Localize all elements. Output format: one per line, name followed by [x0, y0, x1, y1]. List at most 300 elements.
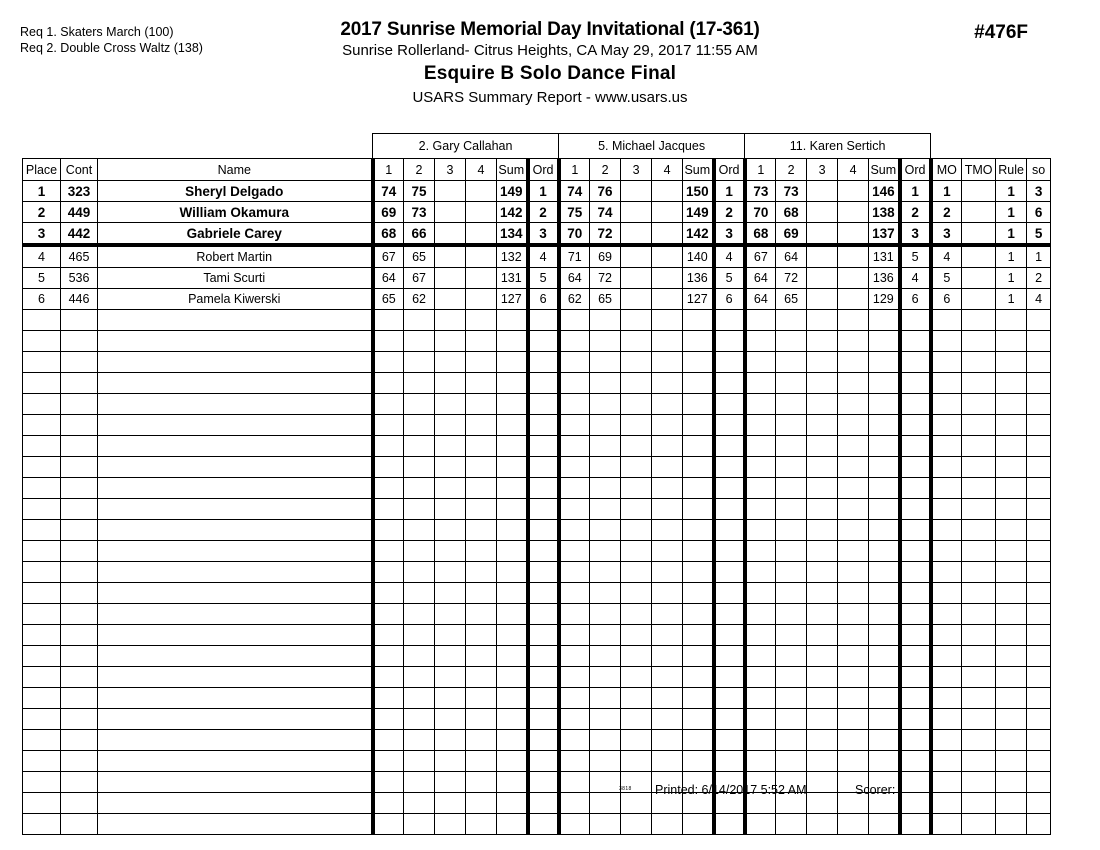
cell-judge2-dance4: [652, 268, 683, 289]
cell-judge1-ord: [528, 625, 559, 646]
cell-judge1-ord: [528, 352, 559, 373]
cell-judge2-ord: [714, 541, 745, 562]
cell-judge3-dance1: [745, 520, 776, 541]
cell-judge1-sum: [497, 352, 528, 373]
cell-judge2-sum: [683, 415, 714, 436]
cell-judge2-dance3: [621, 394, 652, 415]
cell-judge2-dance1: [559, 730, 590, 751]
cell-judge1-dance2: [404, 415, 435, 436]
cell-judge3-dance4: [838, 625, 869, 646]
cell-judge1-ord: [528, 688, 559, 709]
cell-judge2-dance4: [652, 625, 683, 646]
cell-judge2-dance2: [590, 310, 621, 331]
cell-judge3-dance3: [807, 709, 838, 730]
cell-so: 2: [1027, 268, 1051, 289]
cell-mo: [931, 499, 962, 520]
cell-so: [1027, 793, 1051, 814]
cell-judge1-dance3: [435, 310, 466, 331]
cell-judge3-dance3: [807, 310, 838, 331]
cell-judge1-sum: 127: [497, 289, 528, 310]
cell-judge3-sum: [869, 541, 900, 562]
cell-judge3-dance1: 68: [745, 223, 776, 246]
cell-judge3-dance2: [776, 541, 807, 562]
cell-judge2-dance4: [652, 709, 683, 730]
cell-judge2-ord: [714, 667, 745, 688]
header-rule: Rule: [996, 159, 1027, 181]
cell-judge2-dance4: [652, 394, 683, 415]
cell-judge3-dance1: [745, 394, 776, 415]
cell-judge3-dance4: [838, 751, 869, 772]
cell-judge2-dance2: [590, 814, 621, 835]
cell-judge2-ord: [714, 814, 745, 835]
cell-judge1-dance4: [466, 373, 497, 394]
cell-judge1-dance3: [435, 667, 466, 688]
cell-judge2-dance2: [590, 667, 621, 688]
cell-judge1-dance2: [404, 331, 435, 352]
cell-judge2-ord: [714, 457, 745, 478]
cell-rule: [996, 625, 1027, 646]
cell-judge3-dance1: [745, 709, 776, 730]
cell-rule: 1: [996, 181, 1027, 202]
cell-mo: [931, 604, 962, 625]
cell-judge1-dance3: [435, 289, 466, 310]
cell-judge1-sum: [497, 772, 528, 793]
cell-judge3-ord: [900, 541, 931, 562]
cell-judge1-ord: [528, 541, 559, 562]
table-row-blank: [23, 415, 1051, 436]
cell-judge3-dance3: [807, 541, 838, 562]
cell-name: [98, 415, 373, 436]
cell-judge1-dance1: 67: [373, 245, 404, 268]
cell-judge3-dance3: [807, 772, 838, 793]
cell-judge1-dance4: [466, 772, 497, 793]
cell-cont: [61, 730, 98, 751]
cell-judge1-dance3: [435, 373, 466, 394]
cell-cont: 536: [61, 268, 98, 289]
cell-judge1-dance4: [466, 245, 497, 268]
cell-judge1-dance2: 75: [404, 181, 435, 202]
cell-judge3-dance4: [838, 709, 869, 730]
cell-cont: [61, 436, 98, 457]
cell-place: [23, 604, 61, 625]
cell-mo: [931, 625, 962, 646]
cell-judge2-dance1: [559, 436, 590, 457]
cell-tmo: [962, 394, 996, 415]
cell-judge1-sum: [497, 793, 528, 814]
cell-judge1-sum: [497, 499, 528, 520]
cell-name: [98, 772, 373, 793]
cell-cont: [61, 772, 98, 793]
cell-judge1-dance4: [466, 541, 497, 562]
cell-judge1-dance3: [435, 478, 466, 499]
header-so: so: [1027, 159, 1051, 181]
cell-judge3-ord: [900, 310, 931, 331]
cell-judge1-dance3: [435, 436, 466, 457]
cell-place: 4: [23, 245, 61, 268]
cell-judge1-dance1: [373, 478, 404, 499]
cell-judge3-dance3: [807, 562, 838, 583]
cell-judge2-dance2: [590, 520, 621, 541]
cell-judge2-dance3: [621, 223, 652, 246]
cell-place: [23, 373, 61, 394]
cell-judge1-dance4: [466, 583, 497, 604]
cell-judge1-dance1: 68: [373, 223, 404, 246]
cell-judge1-dance1: 69: [373, 202, 404, 223]
cell-judge3-dance2: [776, 646, 807, 667]
cell-judge2-dance3: [621, 331, 652, 352]
cell-judge1-ord: 6: [528, 289, 559, 310]
cell-judge1-dance2: [404, 520, 435, 541]
cell-judge1-dance3: [435, 709, 466, 730]
scorer-label: Scorer:: [855, 783, 896, 797]
table-row-blank: [23, 499, 1051, 520]
cell-rule: [996, 751, 1027, 772]
cell-judge1-dance2: [404, 457, 435, 478]
cell-judge2-dance4: [652, 751, 683, 772]
judge-name-1: 2. Gary Callahan: [373, 134, 559, 159]
cell-judge1-dance2: [404, 541, 435, 562]
cell-tmo: [962, 667, 996, 688]
cell-mo: [931, 562, 962, 583]
cell-judge2-dance1: [559, 562, 590, 583]
cell-judge1-dance3: [435, 814, 466, 835]
cell-judge1-sum: [497, 625, 528, 646]
cell-mo: [931, 373, 962, 394]
cell-judge3-dance1: [745, 457, 776, 478]
cell-tmo: [962, 373, 996, 394]
cell-cont: [61, 583, 98, 604]
cell-mo: 6: [931, 289, 962, 310]
cell-cont: [61, 814, 98, 835]
cell-tmo: [962, 499, 996, 520]
cell-judge2-dance3: [621, 457, 652, 478]
cell-judge3-sum: [869, 814, 900, 835]
cell-name: [98, 436, 373, 457]
cell-mo: 5: [931, 268, 962, 289]
cell-cont: [61, 709, 98, 730]
cell-judge1-sum: [497, 541, 528, 562]
cell-judge1-dance3: [435, 331, 466, 352]
cell-place: [23, 541, 61, 562]
cell-judge2-dance3: [621, 604, 652, 625]
cell-judge3-ord: 1: [900, 181, 931, 202]
cell-so: [1027, 436, 1051, 457]
cell-judge2-sum: 136: [683, 268, 714, 289]
cell-mo: [931, 541, 962, 562]
cell-rule: [996, 583, 1027, 604]
cell-judge1-ord: [528, 520, 559, 541]
judge-banner-spacer-right: [931, 134, 1051, 159]
cell-cont: [61, 688, 98, 709]
cell-rule: 1: [996, 245, 1027, 268]
cell-judge2-sum: [683, 520, 714, 541]
cell-judge2-dance1: [559, 604, 590, 625]
cell-judge1-dance3: [435, 499, 466, 520]
cell-judge1-dance2: [404, 751, 435, 772]
cell-tmo: [962, 520, 996, 541]
cell-judge1-ord: [528, 646, 559, 667]
cell-judge2-dance4: [652, 646, 683, 667]
cell-name: [98, 604, 373, 625]
cell-judge1-ord: [528, 373, 559, 394]
cell-so: [1027, 373, 1051, 394]
cell-judge3-ord: [900, 373, 931, 394]
cell-judge1-dance4: [466, 499, 497, 520]
cell-judge1-dance4: [466, 688, 497, 709]
cell-judge1-dance3: [435, 394, 466, 415]
cell-place: [23, 814, 61, 835]
cell-judge2-dance2: [590, 604, 621, 625]
judge-name-3: 11. Karen Sertich: [745, 134, 931, 159]
cell-judge3-dance2: [776, 688, 807, 709]
cell-judge3-dance2: [776, 730, 807, 751]
cell-judge3-dance4: [838, 604, 869, 625]
header-judge1-ord: Ord: [528, 159, 559, 181]
cell-tmo: [962, 583, 996, 604]
cell-judge2-dance4: [652, 562, 683, 583]
cell-so: [1027, 688, 1051, 709]
cell-judge2-ord: [714, 583, 745, 604]
cell-tmo: [962, 730, 996, 751]
cell-place: [23, 352, 61, 373]
cell-judge3-dance1: [745, 814, 776, 835]
cell-so: [1027, 751, 1051, 772]
cell-judge2-dance1: [559, 541, 590, 562]
cell-judge3-dance2: [776, 331, 807, 352]
cell-name: [98, 583, 373, 604]
cell-rule: [996, 772, 1027, 793]
cell-cont: 323: [61, 181, 98, 202]
cell-judge1-dance4: [466, 730, 497, 751]
cell-judge2-dance2: [590, 457, 621, 478]
cell-judge1-sum: [497, 562, 528, 583]
cell-judge1-dance4: [466, 814, 497, 835]
cell-rule: [996, 520, 1027, 541]
cell-judge3-dance3: [807, 625, 838, 646]
cell-cont: [61, 478, 98, 499]
cell-judge2-ord: [714, 562, 745, 583]
table-row-blank: [23, 520, 1051, 541]
cell-judge3-dance1: [745, 625, 776, 646]
cell-name: [98, 730, 373, 751]
cell-judge1-dance4: [466, 520, 497, 541]
table-row-blank: [23, 625, 1051, 646]
cell-judge3-ord: [900, 415, 931, 436]
cell-judge3-dance1: [745, 646, 776, 667]
cell-judge2-ord: [714, 709, 745, 730]
cell-place: [23, 520, 61, 541]
cell-judge2-dance2: [590, 478, 621, 499]
cell-name: [98, 499, 373, 520]
cell-judge3-dance3: [807, 202, 838, 223]
cell-judge2-sum: [683, 625, 714, 646]
cell-judge3-dance1: [745, 583, 776, 604]
cell-judge3-dance4: [838, 520, 869, 541]
cell-judge1-ord: [528, 793, 559, 814]
table-row-blank: [23, 751, 1051, 772]
cell-mo: [931, 520, 962, 541]
cell-judge1-dance4: [466, 646, 497, 667]
cell-judge2-sum: [683, 562, 714, 583]
cell-so: [1027, 667, 1051, 688]
cell-judge1-dance1: [373, 730, 404, 751]
cell-judge1-ord: [528, 394, 559, 415]
cell-judge1-sum: 132: [497, 245, 528, 268]
table-row-blank: [23, 646, 1051, 667]
cell-judge2-ord: 5: [714, 268, 745, 289]
cell-judge3-sum: 131: [869, 245, 900, 268]
cell-judge3-sum: [869, 415, 900, 436]
cell-judge2-dance3: [621, 646, 652, 667]
cell-judge1-ord: [528, 478, 559, 499]
cell-judge1-dance1: [373, 415, 404, 436]
cell-judge1-dance3: [435, 202, 466, 223]
title-block: [0, 18, 1100, 109]
cell-judge2-dance4: [652, 415, 683, 436]
cell-place: [23, 583, 61, 604]
cell-judge2-dance2: [590, 499, 621, 520]
cell-cont: [61, 562, 98, 583]
cell-so: [1027, 709, 1051, 730]
header-judge1-dance4: 4: [466, 159, 497, 181]
cell-so: [1027, 730, 1051, 751]
cell-cont: 449: [61, 202, 98, 223]
cell-judge1-dance1: [373, 331, 404, 352]
cell-judge3-dance1: [745, 331, 776, 352]
cell-mo: 3: [931, 223, 962, 246]
cell-judge2-ord: [714, 730, 745, 751]
cell-name: Tami Scurti: [98, 268, 373, 289]
table-row: [23, 181, 1051, 202]
cell-name: [98, 751, 373, 772]
cell-judge3-sum: [869, 394, 900, 415]
cell-name: [98, 646, 373, 667]
cell-judge2-dance4: [652, 478, 683, 499]
printed-timestamp: Printed: 6/14/2017 5:52 AM: [655, 783, 807, 797]
cell-judge2-dance2: 72: [590, 268, 621, 289]
header-judge1-dance3: 3: [435, 159, 466, 181]
document-code: #476F: [974, 22, 1028, 43]
cell-judge3-dance2: 65: [776, 289, 807, 310]
cell-judge2-dance2: [590, 436, 621, 457]
cell-judge3-sum: [869, 583, 900, 604]
cell-tmo: [962, 646, 996, 667]
cell-rule: [996, 709, 1027, 730]
cell-judge2-dance4: [652, 499, 683, 520]
table-row-blank: [23, 709, 1051, 730]
cell-judge2-dance1: 70: [559, 223, 590, 246]
cell-judge3-sum: 146: [869, 181, 900, 202]
cell-judge3-ord: [900, 331, 931, 352]
cell-judge2-dance1: [559, 499, 590, 520]
cell-judge3-dance2: [776, 562, 807, 583]
cell-judge2-dance2: 74: [590, 202, 621, 223]
cell-judge2-sum: [683, 709, 714, 730]
cell-judge1-ord: [528, 814, 559, 835]
cell-cont: 446: [61, 289, 98, 310]
cell-rule: 1: [996, 289, 1027, 310]
table-row-blank: [23, 562, 1051, 583]
cell-judge3-sum: 137: [869, 223, 900, 246]
cell-judge2-dance1: [559, 793, 590, 814]
cell-judge1-dance2: [404, 709, 435, 730]
cell-judge3-sum: [869, 520, 900, 541]
cell-judge1-sum: [497, 478, 528, 499]
cell-judge3-ord: [900, 667, 931, 688]
cell-tmo: [962, 604, 996, 625]
cell-mo: 2: [931, 202, 962, 223]
cell-judge1-sum: [497, 520, 528, 541]
cell-judge2-dance4: [652, 604, 683, 625]
cell-judge1-dance1: [373, 373, 404, 394]
cell-judge1-sum: [497, 394, 528, 415]
cell-cont: [61, 793, 98, 814]
cell-judge3-dance1: [745, 310, 776, 331]
cell-cont: 442: [61, 223, 98, 246]
cell-judge1-dance4: [466, 289, 497, 310]
cell-cont: [61, 394, 98, 415]
cell-mo: [931, 583, 962, 604]
cell-judge2-ord: [714, 646, 745, 667]
column-header-row: [23, 159, 1051, 181]
cell-judge1-dance3: [435, 688, 466, 709]
cell-judge3-dance1: [745, 352, 776, 373]
cell-judge3-dance4: [838, 373, 869, 394]
cell-judge3-sum: 129: [869, 289, 900, 310]
cell-judge3-dance1: [745, 541, 776, 562]
cell-judge1-dance1: [373, 688, 404, 709]
table-row-blank: [23, 478, 1051, 499]
cell-judge2-ord: [714, 688, 745, 709]
cell-rule: [996, 667, 1027, 688]
cell-judge2-dance3: [621, 562, 652, 583]
cell-tmo: [962, 457, 996, 478]
cell-judge3-dance3: [807, 268, 838, 289]
cell-judge2-sum: [683, 688, 714, 709]
cell-judge3-ord: [900, 646, 931, 667]
cell-name: [98, 688, 373, 709]
cell-judge1-dance4: [466, 310, 497, 331]
cell-name: William Okamura: [98, 202, 373, 223]
cell-judge3-sum: [869, 730, 900, 751]
cell-judge1-sum: 131: [497, 268, 528, 289]
cell-judge3-dance2: [776, 310, 807, 331]
cell-judge3-dance4: [838, 457, 869, 478]
cell-name: [98, 541, 373, 562]
cell-judge2-ord: [714, 520, 745, 541]
cell-judge3-ord: [900, 436, 931, 457]
cell-judge3-ord: [900, 814, 931, 835]
cell-cont: [61, 499, 98, 520]
requirement-line-1: Req 1. Skaters March (100): [20, 25, 174, 39]
cell-judge1-dance4: [466, 352, 497, 373]
cell-cont: [61, 310, 98, 331]
cell-judge2-sum: 150: [683, 181, 714, 202]
cell-judge1-sum: [497, 751, 528, 772]
cell-judge1-dance2: [404, 562, 435, 583]
cell-judge1-dance3: [435, 793, 466, 814]
cell-judge2-dance3: [621, 667, 652, 688]
cell-so: [1027, 646, 1051, 667]
cell-judge2-dance3: [621, 583, 652, 604]
table-row-blank: [23, 310, 1051, 331]
cell-place: [23, 793, 61, 814]
cell-judge3-dance4: [838, 268, 869, 289]
cell-tmo: [962, 415, 996, 436]
cell-judge2-sum: [683, 331, 714, 352]
cell-cont: [61, 667, 98, 688]
cell-judge3-dance1: [745, 415, 776, 436]
